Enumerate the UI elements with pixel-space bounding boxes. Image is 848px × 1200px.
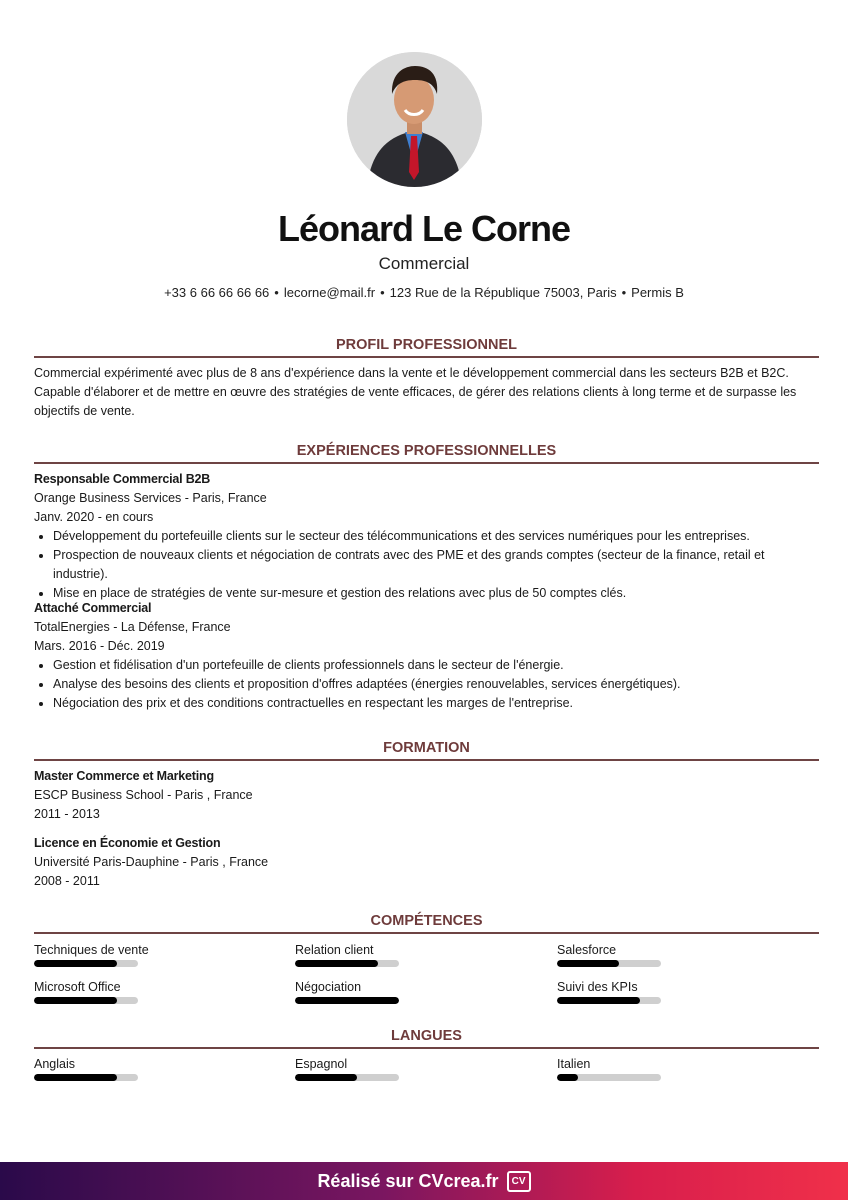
language-label: Italien [557, 1057, 591, 1071]
skill-level-fill [34, 960, 117, 967]
language-item [557, 1056, 777, 1081]
separator: • [380, 285, 385, 300]
contact-line [0, 285, 848, 300]
email-address: lecorne@mail.fr [283, 285, 376, 300]
profile-summary: Commercial expérimenté avec plus de 8 ans d'expérience dans la vente et le développement commercial dans les secteurs B2B et B2C. Capable d'élaborer et de mettre en œuvre des stratégies de vente efficaces, de gérer des relations clients à long terme et de surpasse les objectifs de vente. [34, 366, 797, 418]
candidate-name: Léonard Le Corne [277, 208, 571, 249]
experience-entry [34, 599, 819, 713]
education-dates: 2011 - 2013 [34, 807, 100, 821]
employer: TotalEnergies - La Défense, France [34, 620, 231, 634]
school: Université Paris-Dauphine - Paris , France [34, 855, 269, 869]
skill-item [295, 979, 515, 1004]
language-label: Anglais [34, 1057, 75, 1071]
skill-level-fill [557, 997, 640, 1004]
education-dates: 2008 - 2011 [34, 874, 100, 888]
job-dates: Mars. 2016 - Déc. 2019 [34, 639, 165, 653]
skill-item [34, 979, 254, 1004]
bullet-item: • Mise en place de stratégies de vente sur-mesure et gestion des relations avec plus de 50 comptes clés. [53, 584, 819, 603]
skill-label: Négociation [295, 980, 362, 994]
skill-level-bar [557, 960, 661, 967]
profile-photo [347, 52, 482, 187]
section-title-skills: COMPÉTENCES [34, 913, 819, 934]
section-title-education: FORMATION [34, 740, 819, 761]
phone-number: +33 6 66 66 66 66 [164, 285, 270, 300]
section-title-languages: LANGUES [34, 1028, 819, 1049]
section-title-profile: PROFIL PROFESSIONNEL [34, 337, 819, 358]
bullet-item: • Développement du portefeuille clients sur le secteur des télécommunications et des services numériques pour les entreprises. [53, 527, 819, 546]
skill-level-bar [557, 997, 661, 1004]
skill-level-bar [34, 960, 138, 967]
separator: • [621, 285, 627, 300]
bullet-item: • Négociation des prix et des conditions contractuelles en respectant les marges de l'entreprise. [53, 694, 819, 713]
skill-label: Suivi des KPIs [557, 980, 638, 994]
school: ESCP Business School - Paris , France [34, 788, 253, 802]
language-level-fill [34, 1074, 117, 1081]
bullet-item: • Gestion et fidélisation d'un portefeuille de clients professionnels dans le secteur de l'énergie. [53, 656, 819, 675]
section-title-experience: EXPÉRIENCES PROFESSIONNELLES [34, 443, 819, 464]
driving-licence: Permis B [631, 285, 684, 300]
skill-item [34, 942, 254, 967]
language-level-bar [34, 1074, 138, 1081]
skill-level-fill [34, 997, 117, 1004]
separator: • [274, 285, 279, 300]
skill-level-fill [557, 960, 619, 967]
skill-item [557, 942, 777, 967]
language-item [295, 1056, 515, 1081]
job-title: Commercial [378, 254, 470, 273]
bullet-item: • Prospection de nouveaux clients et négociation de contrats avec des PME et des grands comptes (secteur de la finance, retail et industrie). [53, 546, 819, 584]
cv-logo-icon: CV [507, 1171, 531, 1192]
footer-banner[interactable] [0, 1162, 848, 1200]
skill-label: Relation client [295, 943, 374, 957]
job-dates: Janv. 2020 - en cours [34, 510, 154, 524]
language-level-bar [557, 1074, 661, 1081]
degree: Master Commerce et Marketing [34, 769, 214, 783]
footer-text[interactable]: Réalisé sur CVcrea.fr [317, 1170, 499, 1191]
skill-label: Techniques de vente [34, 943, 149, 957]
skill-level-bar [295, 997, 399, 1004]
skill-level-fill [295, 960, 378, 967]
skill-label: Salesforce [557, 943, 617, 957]
education-entry [34, 767, 819, 824]
degree: Licence en Économie et Gestion [34, 836, 221, 850]
language-item [34, 1056, 254, 1081]
skill-item [295, 942, 515, 967]
language-label: Espagnol [295, 1057, 348, 1071]
skill-label: Microsoft Office [34, 980, 121, 994]
education-entry [34, 834, 819, 891]
postal-address: 123 Rue de la République 75003, Paris [389, 285, 617, 300]
skill-level-fill [295, 997, 399, 1004]
job-role: Responsable Commercial B2B [34, 472, 211, 486]
job-bullets [34, 656, 819, 713]
employer: Orange Business Services - Paris, France [34, 491, 267, 505]
language-level-fill [557, 1074, 578, 1081]
experience-entry [34, 470, 819, 603]
language-level-fill [295, 1074, 357, 1081]
job-bullets [34, 527, 819, 603]
skill-level-bar [295, 960, 399, 967]
job-role: Attaché Commercial [34, 601, 152, 615]
skill-level-bar [34, 997, 138, 1004]
language-level-bar [295, 1074, 399, 1081]
skill-item [557, 979, 777, 1004]
bullet-item: • Analyse des besoins des clients et proposition d'offres adaptées (énergies renouvelables, services énergétiques). [53, 675, 819, 694]
